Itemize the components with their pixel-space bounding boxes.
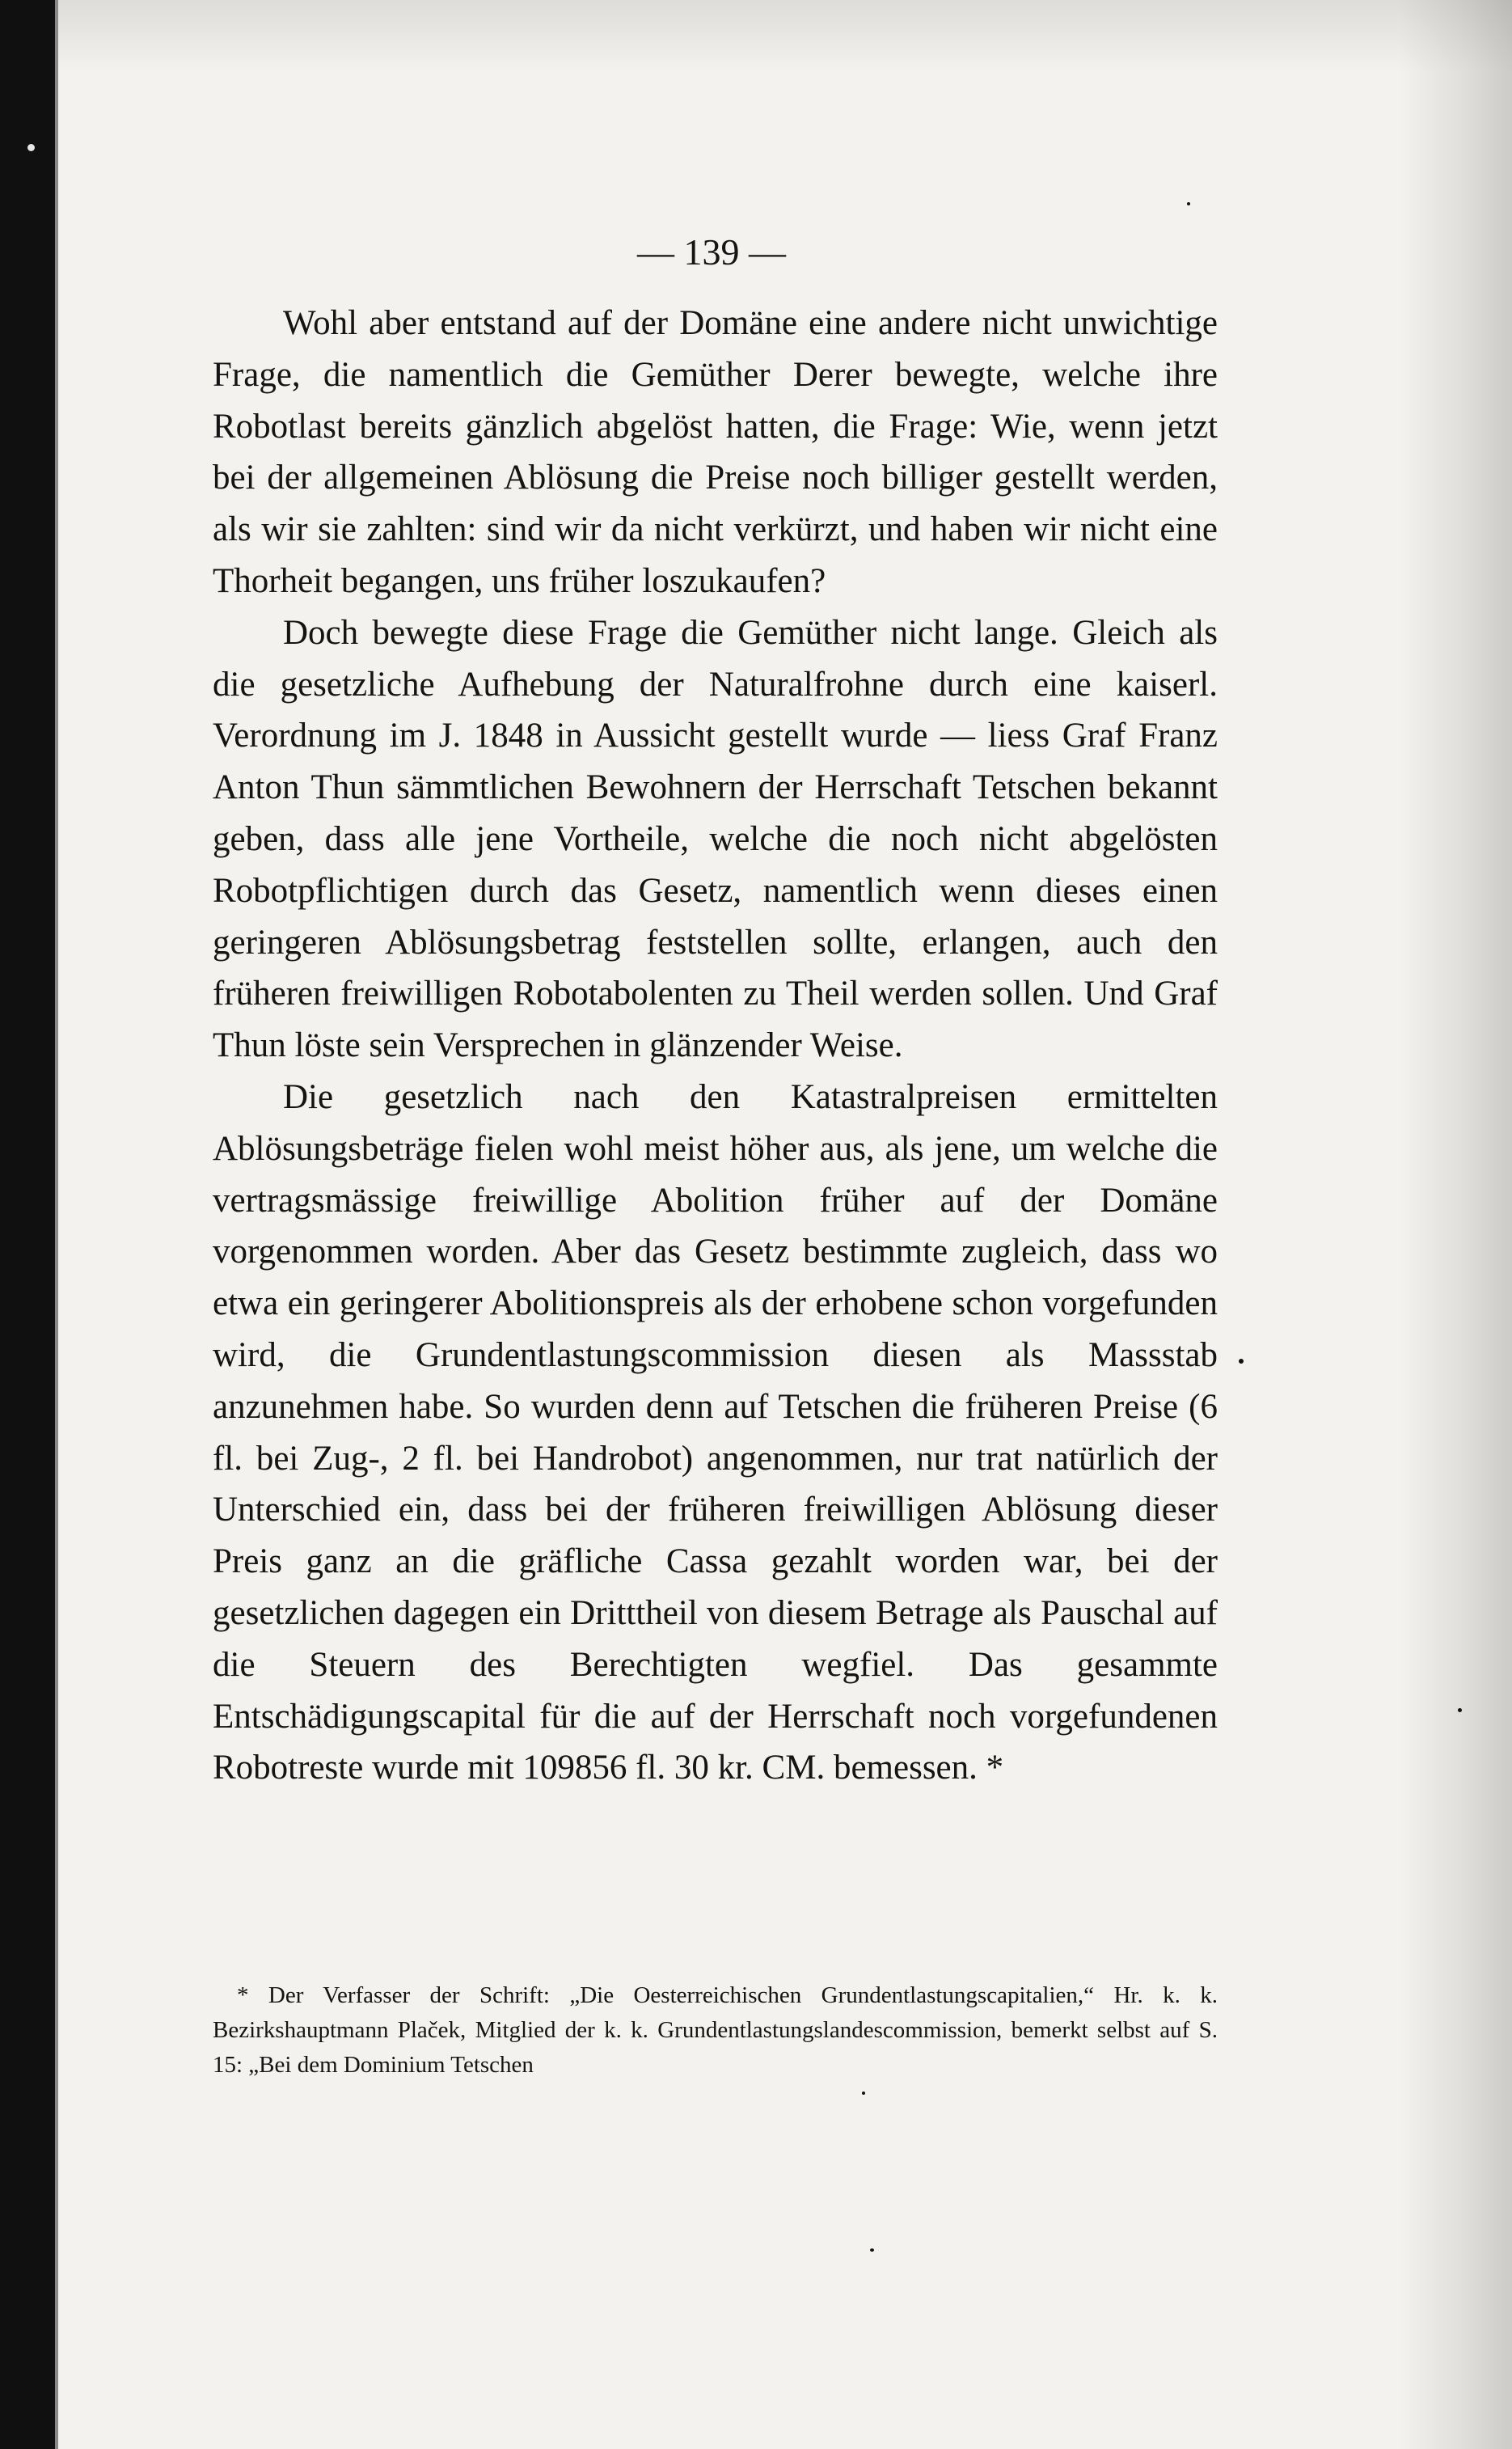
scan-speck (27, 144, 35, 151)
scan-top-shadow (58, 0, 1512, 73)
scan-speck (862, 2092, 865, 2095)
body-text (213, 298, 1218, 1794)
scan-speck (1187, 202, 1190, 205)
scan-right-shadow (1399, 0, 1512, 2449)
footnote (213, 1978, 1218, 2083)
footnote-text: * Der Verfasser der Schrift: „Die Oesterreichischen Grundentlastungscapitalien,“ Hr. k. k. Bezirkshauptmann Plaček, Mitglied der k. k. Grundentlastungslandescommission, bemerkt selbst auf S. 15: „Bei dem Dominium Tetschen (213, 1982, 1218, 2078)
scan-speck (1458, 1708, 1462, 1712)
page-number: — 139 — (637, 231, 786, 273)
scan-speck (870, 2248, 874, 2252)
page-edge-line (55, 0, 58, 2449)
paragraph: Doch bewegte diese Frage die Gemüther nicht lange. Gleich als die gesetzliche Aufhebung der Naturalfrohne durch eine kaiserl. Verordnung im J. 1848 in Aussicht gestellt wurde — liess Graf Franz Anton Thun sämmtlichen Bewohnern der Herrschaft Tetschen bekannt geben, dass alle jene Vortheile, welche die noch nicht abgelösten Robotpflichtigen durch das Gesetz, namentlich wenn dieses einen geringeren Ablösungsbetrag feststellen sollte, erlangen, auch den früheren freiwilligen Robotabolenten zu Theil werden sollen. Und Graf Thun löste sein Versprechen in glänzender Weise. (213, 613, 1218, 1065)
paragraph: Wohl aber entstand auf der Domäne eine andere nicht unwichtige Frage, die namentlich die Gemüther Derer bewegte, welche ihre Robotlast bereits gänzlich abgelöst hatten, die Frage: Wie, wenn jetzt bei der allgemeinen Ablösung die Preise noch billiger gestellt werden, als wir sie zahlten: sind wir da nicht verkürzt, und haben wir nicht eine Thorheit begangen, uns früher loszukaufen? (213, 304, 1218, 600)
scan-left-border (0, 0, 55, 2449)
scan-speck (1239, 1359, 1244, 1364)
paragraph: Die gesetzlich nach den Katastralpreisen ermittelten Ablösungsbeträge fielen wohl meist höher aus, als jene, um welche die vertragsmässige freiwillige Abolition früher auf der Domäne vorgenommen worden. Aber das Gesetz bestimmte zugleich, dass wo etwa ein geringerer Abolitionspreis als der erhobene schon vorgefunden wird, die Grundentlastungscommission diesen als Massstab anzunehmen habe. So wurden denn auf Tetschen die früheren Preise (6 fl. bei Zug-, 2 fl. bei Handrobot) angenommen, nur trat natürlich der Unterschied ein, dass bei der früheren freiwilligen Ablösung dieser Preis ganz an die gräfliche Cassa gezahlt worden war, bei der gesetzlichen dagegen ein Dritttheil von diesem Betrage als Pauschal auf die Steuern des Berechtigten wegfiel. Das gesammte Entschädigungscapital für die auf der Herrschaft noch vorgefundenen Robotreste wurde mit 109856 fl. 30 kr. CM. bemessen. * (213, 1077, 1218, 1787)
